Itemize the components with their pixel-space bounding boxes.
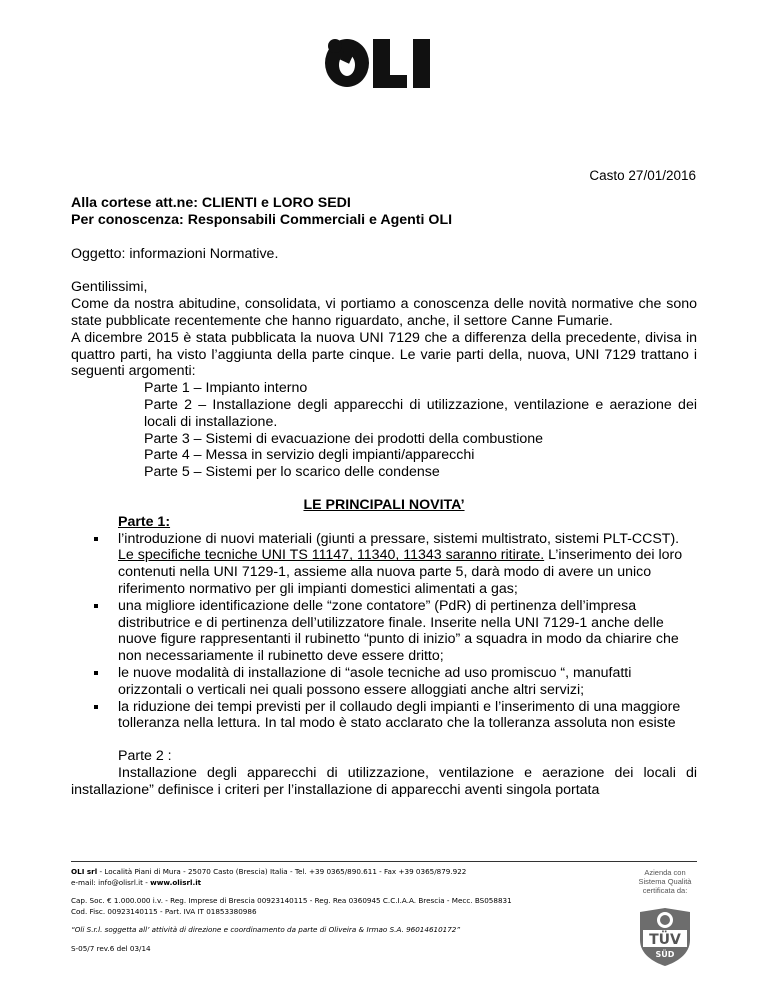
part-item-2: Parte 2 – Installazione degli apparecchi di utilizzazione, ventilazione e aerazione dei locali di installazione. bbox=[144, 396, 697, 430]
address-line-2: Per conoscenza: Responsabili Commerciali e Agenti OLI bbox=[71, 211, 453, 228]
novita-list bbox=[71, 531, 697, 733]
footer-company: OLI srl bbox=[71, 867, 98, 876]
part1-title: Parte 1: bbox=[118, 513, 171, 530]
footer-revision: S-05/7 rev.6 del 03/14 bbox=[71, 943, 151, 953]
svg-text:SÜD: SÜD bbox=[655, 950, 675, 959]
greeting: Gentilissimi, bbox=[71, 279, 148, 296]
footer-registry: Cap. Soc. € 1.000.000 i.v. - Reg. Imprese di Brescia 00923140115 - Reg. Rea 0360945 C.C.I.A.A. Brescia - Mecc. BS058831 bbox=[71, 896, 512, 905]
footer: OLI srl - Località Piani di Mura - 25070 Casto (Brescia) Italia - Tel. +39 0365/890.611 - Fax +39 0365/879.922 e-mail: info@olisrl.it - www.olisrl.it Cap. Soc. € 1.000.000 i.v. - Reg. Imprese di Brescia 00923140115 - Reg. Rea 0360945 C.C.I.A.A. Brescia - Mecc. BS058831 Cod. Fisc. 00923140115 - Part. IVA IT 01853380986 “Oli S.r.l. soggetta all’ attività di direzione e coordinamento da parte di Oliveira & Irmao S.A. 96014610172” S-05/7 rev.6 del 03/14 bbox=[71, 867, 541, 954]
footer-tax: Cod. Fisc. 00923140115 - Part. IVA IT 01853380986 bbox=[71, 906, 257, 916]
part2-title: Parte 2 : bbox=[118, 748, 172, 765]
letter-date: Casto 27/01/2016 bbox=[589, 168, 696, 183]
part-item-1: Parte 1 – Impianto interno bbox=[144, 380, 308, 397]
address-line-1: Alla cortese att.ne: CLIENTI e LORO SEDI bbox=[71, 195, 351, 211]
section-heading: LE PRINCIPALI NOVITA’ bbox=[303, 496, 465, 513]
subject-line: Oggetto: informazioni Normative. bbox=[71, 245, 279, 262]
oli-logo bbox=[321, 34, 441, 92]
footer-divider bbox=[71, 861, 697, 862]
part-item-3: Parte 3 – Sistemi di evacuazione dei prodotti della combustione bbox=[144, 430, 544, 447]
paragraph-1: Come da nostra abitudine, consolidata, vi portiamo a conoscenza delle novità normative che sono state pubblicate recentemente che hanno riguardato, anche, il settore Canne Fumarie. bbox=[71, 296, 697, 329]
tuv-certification-icon bbox=[637, 906, 693, 968]
paragraph-2: A dicembre 2015 è stata pubblicata la nuova UNI 7129 che a differenza della precedente, divisa in quattro parti, ha visto l’aggiunta della parte cinque. Le varie parti della, nuova, UNI 7129 trattano i seguenti argomenti: bbox=[71, 329, 697, 380]
part-item-4: Parte 4 – Messa in servizio degli impianti/apparecchi bbox=[144, 447, 475, 464]
list-item: la riduzione dei tempi previsti per il collaudo degli impianti e l’inserimento di una maggiore tolleranza nella lettura. In tal modo è stato acclarato che la tolleranza assoluta non esiste bbox=[71, 699, 697, 733]
list-item: una migliore identificazione delle “zone contatore” (PdR) di pertinenza dell’impresa distributrice e di pertinenza dell’utilizzatore finale. Inserite nella UNI 7129-1 anche delle nuove figure rappresentanti il rubinetto “punto di inizio” a squadra in modo da chiarire che non necessariamente il rubinetto deve essere dritto; bbox=[71, 598, 697, 665]
svg-text:TÜV: TÜV bbox=[649, 932, 681, 948]
cert-text: Azienda con Sistema Qualità certificata da: bbox=[638, 868, 692, 895]
footer-website-link[interactable]: www.olisrl.it bbox=[150, 877, 202, 887]
footer-direction: “Oli S.r.l. soggetta all’ attività di direzione e coordinamento da parte di Oliveira & Irmao S.A. 96014610172” bbox=[71, 925, 461, 934]
list-item: l’introduzione di nuovi materiali (giunti a pressare, sistemi multistrato, sistemi PLT-CCST). Le specifiche tecniche UNI TS 11147, 11340, 11343 saranno ritirate. L’inserimento dei loro contenuti nella UNI 7129-1, assieme alla nuova parte 5, darà modo di avere un unico riferimento normativo per gli impianti domestici alimentati a gas; bbox=[71, 531, 697, 598]
part-item-5: Parte 5 – Sistemi per lo scarico delle condense bbox=[144, 464, 440, 481]
letter-body bbox=[71, 195, 697, 799]
list-item: le nuove modalità di installazione di “asole tecniche ad uso promiscuo “, manufatti orizzontali o verticali nei quali possono essere alloggiati anche altri servizi; bbox=[71, 665, 697, 699]
part2-text: Installazione degli apparecchi di utilizzazione, ventilazione e aerazione dei locali di installazione” definisce i criteri per l’installazione di apparecchi aventi singola portata bbox=[71, 764, 697, 798]
